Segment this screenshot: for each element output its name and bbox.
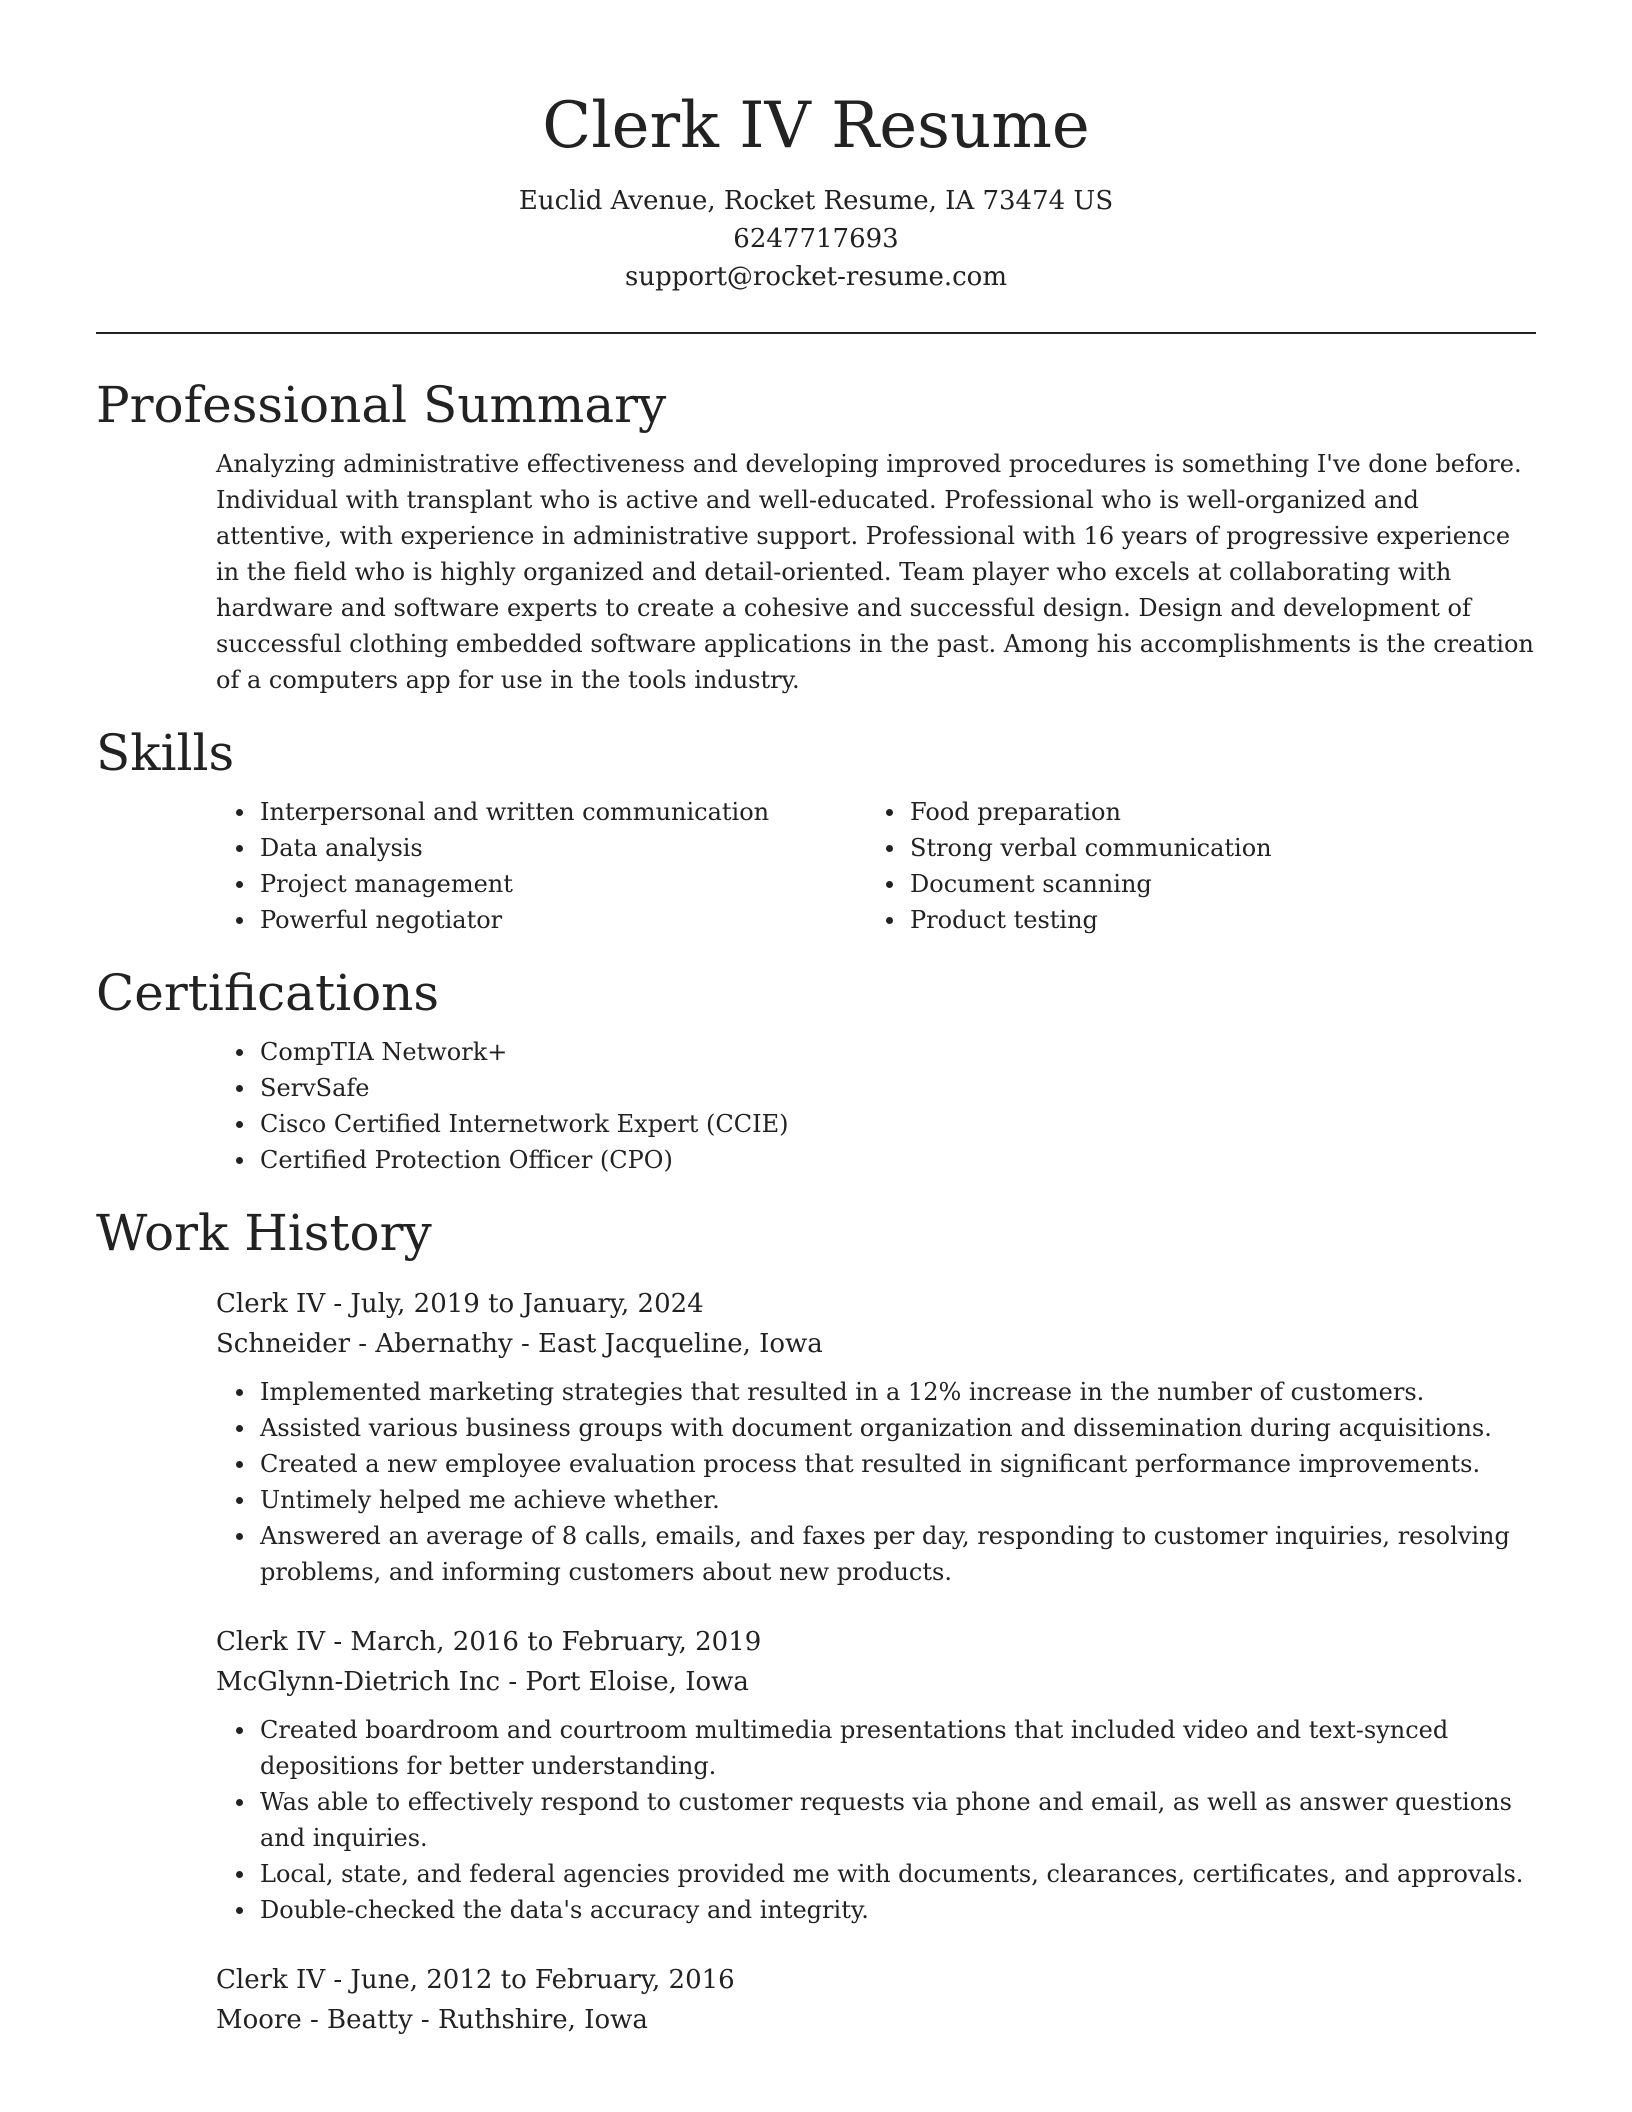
skill-item: Powerful negotiator (260, 902, 910, 938)
work-history-section (96, 1202, 1536, 2040)
skills-heading: Skills (96, 724, 235, 782)
job-company: McGlynn-Dietrich Inc - Port Eloise, Iowa (216, 1667, 749, 1697)
job-bullet: Was able to effectively respond to customer requests via phone and email, as well as answer questions and inquiries. (260, 1784, 1530, 1856)
job-bullets (216, 1374, 1536, 1590)
skill-item: Product testing (910, 902, 1560, 938)
certifications-heading: Certifications (96, 964, 440, 1022)
certification-item: Certified Protection Officer (CPO) (260, 1142, 1536, 1178)
skills-list-right (910, 794, 1560, 938)
job-title: Clerk IV - March, 2016 to February, 2019 (216, 1627, 762, 1657)
skill-item: Food preparation (910, 794, 1560, 830)
resume-header (96, 0, 1536, 296)
certifications-list (96, 1034, 1536, 1178)
summary-text: Analyzing administrative effectiveness and developing improved procedures is something I've done before. Individual with transplant who is active and well-educated. Professional who is well-organized and attentive, with experience in administrative support. Professional with 16 years of progressive experience in the field who is highly organized and detail-oriented. Team player who excels at collaborating with hardware and software experts to create a cohesive and successful design. Design and development of successful clothing embedded software applications in the past. Among his accomplishments is the creation of a computers app for use in the tools industry. (216, 450, 1534, 694)
skills-grid (260, 794, 1536, 938)
job-bullet: Answered an average of 8 calls, emails, and faxes per day, responding to customer inquiries, resolving problems, and informing customers about new products. (260, 1518, 1530, 1590)
skill-item: Data analysis (260, 830, 910, 866)
contact-address: Euclid Avenue, Rocket Resume, IA 73474 US (518, 186, 1114, 216)
job-company: Schneider - Abernathy - East Jacqueline, Iowa (216, 1329, 823, 1359)
skill-item: Strong verbal communication (910, 830, 1560, 866)
skill-item: Document scanning (910, 866, 1560, 902)
job-entry (216, 1622, 1536, 1928)
header-divider (96, 332, 1536, 334)
job-title: Clerk IV - June, 2012 to February, 2016 (216, 1965, 735, 1995)
job-bullet: Implemented marketing strategies that resulted in a 12% increase in the number of customers. (260, 1374, 1530, 1410)
contact-block (96, 182, 1536, 296)
job-company: Moore - Beatty - Ruthshire, Iowa (216, 2005, 648, 2035)
job-bullet: Double-checked the data's accuracy and integrity. (260, 1892, 1530, 1928)
certifications-section (96, 962, 1536, 1178)
skills-list-left (260, 794, 910, 938)
work-history-heading: Work History (96, 1204, 432, 1262)
job-bullet: Created a new employee evaluation process that resulted in significant performance improvements. (260, 1446, 1530, 1482)
skill-item: Interpersonal and written communication (260, 794, 910, 830)
resume-title: Clerk IV Resume (542, 89, 1090, 163)
certification-item: ServSafe (260, 1070, 1536, 1106)
resume-page (96, 0, 1536, 2040)
contact-email: support@rocket-resume.com (624, 262, 1007, 292)
certification-item: CompTIA Network+ (260, 1034, 1536, 1070)
summary-heading: Professional Summary (96, 376, 667, 434)
job-entry (216, 1960, 1536, 2040)
job-bullet: Created boardroom and courtroom multimedia presentations that included video and text-synced depositions for better understanding. (260, 1712, 1530, 1784)
job-bullet: Untimely helped me achieve whether. (260, 1482, 1530, 1518)
certification-item: Cisco Certified Internetwork Expert (CCIE) (260, 1106, 1536, 1142)
job-entry (216, 1284, 1536, 1590)
skill-item: Project management (260, 866, 910, 902)
job-bullets (216, 1712, 1536, 1928)
job-bullet: Assisted various business groups with document organization and dissemination during acquisitions. (260, 1410, 1530, 1446)
skills-section (96, 722, 1536, 938)
job-bullet: Local, state, and federal agencies provided me with documents, clearances, certificates, and approvals. (260, 1856, 1530, 1892)
contact-phone: 6247717693 (733, 224, 899, 254)
job-title: Clerk IV - July, 2019 to January, 2024 (216, 1289, 704, 1319)
